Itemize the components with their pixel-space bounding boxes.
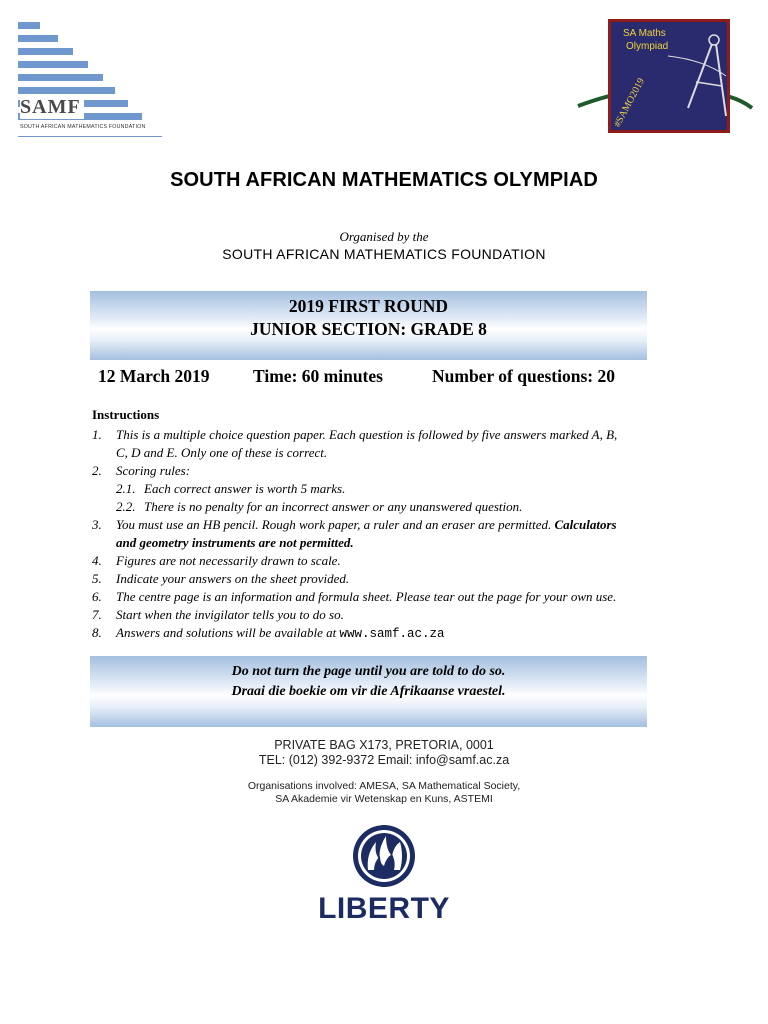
instruction-number: 6.	[92, 589, 102, 604]
samf-wordmark: SAMF	[20, 96, 84, 119]
samo-logo	[576, 16, 754, 140]
instruction-text: C, D and E. Only one of these is correct.	[116, 445, 328, 460]
liberty-logo	[300, 820, 468, 932]
organisations-line1: Organisations involved: AMESA, SA Mathematical Society,	[247, 780, 521, 792]
instructions-heading: Instructions	[92, 407, 160, 422]
warning-line-afrikaans: Draai die boekie om vir die Afrikaanse vraestel.	[231, 684, 506, 699]
instruction-number: 3.	[92, 517, 102, 532]
instruction-number: 8.	[92, 625, 102, 640]
liberty-flame-icon	[300, 820, 468, 892]
postal-address: PRIVATE BAG X173, PRETORIA, 0001	[274, 738, 494, 752]
contact-phone-email: TEL: (012) 392-9372 Email: info@samf.ac.za	[258, 753, 510, 767]
samo-text-line2: Olympiad	[626, 41, 669, 52]
instruction-text: and geometry instruments are not permitted.	[116, 535, 354, 550]
instruction-number: 2.2.	[116, 499, 136, 514]
section-title: JUNIOR SECTION: GRADE 8	[250, 319, 487, 339]
organised-by-text: Organised by the	[339, 229, 429, 244]
instruction-text: There is no penalty for an incorrect answer or any unanswered question.	[144, 499, 523, 514]
samo-text-line1: SA Maths	[623, 28, 666, 39]
instruction-text: You must use an HB pencil. Rough work paper, a ruler and an eraser are permitted. Calculators	[116, 517, 617, 532]
instruction-text: Each correct answer is worth 5 marks.	[144, 481, 346, 496]
organisations-line2: SA Akademie vir Wetenskap en Kuns, ASTEMI	[275, 793, 493, 805]
samf-logo	[18, 20, 168, 138]
instruction-number: 5.	[92, 571, 102, 586]
instruction-text: Start when the invigilator tells you to do so.	[116, 607, 344, 622]
samo-hashtag: #SAMO2019	[612, 76, 648, 130]
instruction-text: Scoring rules:	[116, 463, 191, 478]
instruction-number: 7.	[92, 607, 102, 622]
instruction-text: Indicate your answers on the sheet provided.	[116, 571, 350, 586]
instruction-text: This is a multiple choice question paper. Each question is followed by five answers marked A, B,	[116, 427, 618, 442]
exam-date: 12 March 2019	[98, 366, 210, 386]
instruction-text: Figures are not necessarily drawn to scale.	[116, 553, 341, 568]
instruction-number: 4.	[92, 553, 102, 568]
question-count: Number of questions: 20	[432, 366, 615, 386]
liberty-wordmark: LIBERTY	[318, 892, 450, 925]
round-title: 2019 FIRST ROUND	[288, 296, 449, 316]
foundation-name: SOUTH AFRICAN MATHEMATICS FOUNDATION	[222, 246, 546, 262]
website-link[interactable]: www.samf.ac.za	[339, 627, 445, 641]
instruction-number: 1.	[92, 427, 102, 442]
samf-caption: SOUTH AFRICAN MATHEMATICS FOUNDATION	[20, 124, 146, 130]
instruction-number: 2.	[92, 463, 102, 478]
page-title: SOUTH AFRICAN MATHEMATICS OLYMPIAD	[170, 169, 598, 191]
instruction-text: Answers and solutions will be available at www.samf.ac.za	[116, 625, 445, 641]
warning-line-english: Do not turn the page until you are told to do so.	[231, 664, 506, 679]
instruction-text: The centre page is an information and formula sheet. Please tear out the page for your own use.	[116, 589, 617, 604]
instruction-number: 2.1.	[116, 481, 136, 496]
exam-time: Time: 60 minutes	[253, 366, 383, 386]
